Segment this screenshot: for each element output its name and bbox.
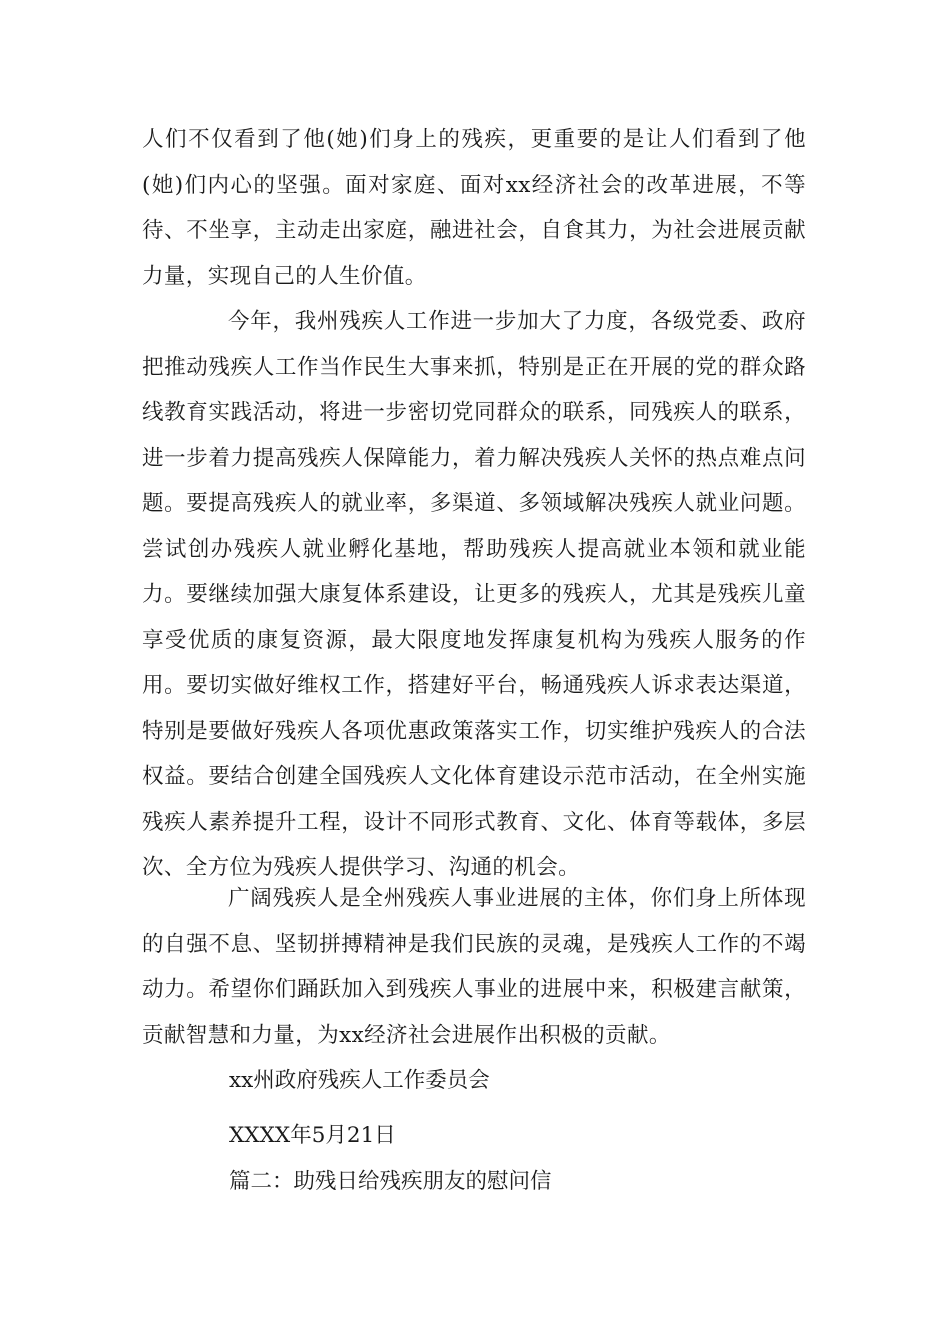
body-paragraph-2: 今年，我州残疾人工作进一步加大了力度，各级党委、政府把推动残疾人工作当作民生大事来抓，特别是正在开展的党的群众路线教育实践活动，将进一步密切党同群众的联系，同残疾人的联系，进一步着力提高残疾人保障能力，着力解决残疾人关怀的热点难点问题。要提高残疾人的就业率，多渠道、多领域解决残疾人就业问题。尝试创办残疾人就业孵化基地，帮助残疾人提高就业本领和就业能力。要继续加强大康复体系建设，让更多的残疾人，尤其是残疾儿童享受优质的康复资源，最大限度地发挥康复机构为残疾人服务的作用。要切实做好维权工作，搭建好平台，畅通残疾人诉求表达渠道，特别是要做好残疾人各项优惠政策落实工作，切实维护残疾人的合法权益。要结合创建全国残疾人文化体育建设示范市活动，在全州实施残疾人素养提升工程，设计不同形式教育、文化、体育等载体，多层次、全方位为残疾人提供学习、沟通的机会。 — [142, 309, 806, 880]
body-paragraph-1: 人们不仅看到了他(她)们身上的残疾，更重要的是让人们看到了他(她)们内心的坚强。面对家庭、面对xx经济社会的改革进展，不等待、不坐享，主动走出家庭，融进社会，自食其力，为社会进展贡献力量，实现自己的人生价值。 — [142, 127, 806, 289]
signature-organization: xx州政府残疾人工作委员会 — [229, 1068, 490, 1093]
signature-date: XXXX年5月21日 — [229, 1123, 396, 1148]
next-section-title: 篇二：助残日给残疾朋友的慰问信 — [229, 1169, 552, 1194]
body-paragraph-3: 广阔残疾人是全州残疾人事业进展的主体，你们身上所体现的自强不息、坚韧拼搏精神是我们民族的灵魂，是残疾人工作的不竭动力。希望你们踊跃加入到残疾人事业的进展中来，积极建言献策，贡献智慧和力量，为xx经济社会进展作出积极的贡献。 — [142, 886, 806, 1048]
